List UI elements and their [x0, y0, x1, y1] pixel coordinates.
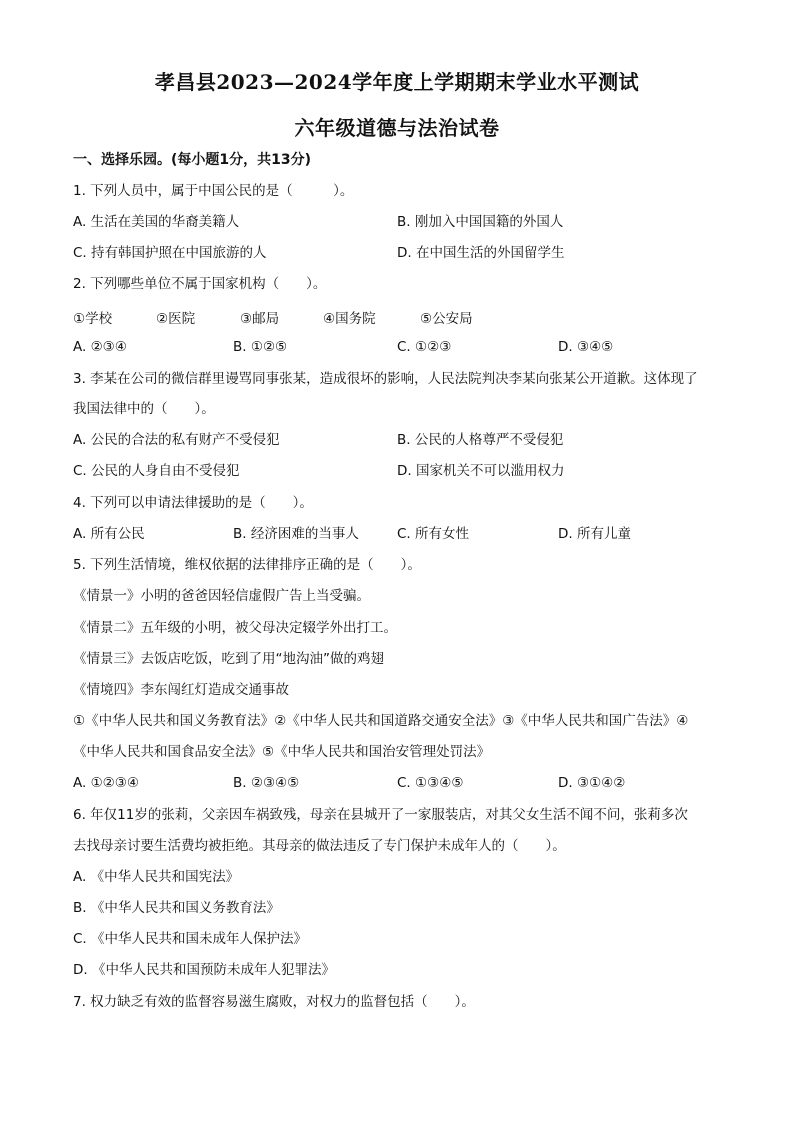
exam-title: 孝昌县2023—2024学年度上学期期末学业水平测试 [154, 70, 640, 94]
q5-option-d: D. ③①④② [558, 775, 626, 791]
q4-option-a: A. 所有公民 [73, 526, 145, 542]
q2-item: ③邮局 [240, 311, 280, 327]
q1-option-d: D. 在中国生活的外国留学生 [397, 245, 565, 261]
q5-scenario-1: 《情景一》小明的爸爸因轻信虚假广告上当受骗。 [73, 588, 370, 604]
q3-stem-line1: 3. 李某在公司的微信群里谩骂同事张某，造成很坏的影响，人民法院判决李某向张某公开道歉。这体现了 [73, 371, 698, 387]
q6-stem-line2: 去找母亲讨要生活费均被拒绝。其母亲的做法违反了专门保护未成年人的（ ）。 [73, 838, 566, 854]
q6-option-c: C. 《中华人民共和国未成年人保护法》 [73, 931, 308, 947]
q2-option-d: D. ③④⑤ [558, 339, 614, 355]
q5-laws-line1: ①《中华人民共和国义务教育法》②《中华人民共和国道路交通安全法》③《中华人民共和国广告法》④ [73, 713, 689, 729]
q5-laws-line2: 《中华人民共和国食品安全法》⑤《中华人民共和国治安管理处罚法》 [73, 744, 491, 760]
q6-option-a: A. 《中华人民共和国宪法》 [73, 869, 240, 885]
q5-option-b: B. ②③④⑤ [233, 775, 300, 791]
q1-option-b: B. 刚加入中国国籍的外国人 [397, 214, 564, 230]
q5-scenario-2: 《情景二》五年级的小明，被父母决定辍学外出打工。 [73, 620, 397, 636]
q2-item: ①学校 [73, 311, 113, 327]
q7-stem: 7. 权力缺乏有效的监督容易滋生腐败，对权力的监督包括（ ）。 [73, 994, 475, 1010]
q2-item: ②医院 [156, 311, 196, 327]
q2-item: ⑤公安局 [420, 311, 473, 327]
q2-item: ④国务院 [323, 311, 376, 327]
q1-stem: 1. 下列人员中，属于中国公民的是（ ）。 [73, 183, 354, 199]
q2-option-c: C. ①②③ [397, 339, 452, 355]
q3-stem-line2: 我国法律中的（ ）。 [73, 401, 215, 417]
q2-option-b: B. ①②⑤ [233, 339, 288, 355]
q6-option-d: D. 《中华人民共和国预防未成年人犯罪法》 [73, 962, 335, 978]
q6-option-b: B. 《中华人民共和国义务教育法》 [73, 900, 280, 916]
exam-subtitle: 六年级道德与法治试卷 [294, 116, 500, 140]
q4-option-c: C. 所有女性 [397, 526, 470, 542]
q2-option-a: A. ②③④ [73, 339, 127, 355]
q3-option-a: A. 公民的合法的私有财产不受侵犯 [73, 432, 280, 448]
q5-scenario-4: 《情境四》李东闯红灯造成交通事故 [73, 682, 289, 698]
q5-scenario-3: 《情景三》去饭店吃饭，吃到了用“地沟油”做的鸡翅 [73, 651, 384, 667]
q5-option-c: C. ①③④⑤ [397, 775, 464, 791]
q3-option-c: C. 公民的人身自由不受侵犯 [73, 463, 240, 479]
q1-option-c: C. 持有韩国护照在中国旅游的人 [73, 245, 267, 261]
q2-stem: 2. 下列哪些单位不属于国家机构（ ）。 [73, 276, 327, 292]
section-heading: 一、选择乐园。(每小题1分，共13分) [73, 152, 312, 168]
q1-option-a: A. 生活在美国的华裔美籍人 [73, 214, 240, 230]
q4-option-b: B. 经济困难的当事人 [233, 526, 359, 542]
q3-option-b: B. 公民的人格尊严不受侵犯 [397, 432, 564, 448]
q6-stem-line1: 6. 年仅11岁的张莉，父亲因车祸致残，母亲在县城开了一家服装店，对其父女生活不闻不问，张莉多次 [73, 807, 688, 823]
q5-option-a: A. ①②③④ [73, 775, 139, 791]
q4-stem: 4. 下列可以申请法律援助的是（ ）。 [73, 495, 313, 511]
q4-option-d: D. 所有儿童 [558, 526, 631, 542]
q3-option-d: D. 国家机关不可以滥用权力 [397, 463, 565, 479]
q5-stem: 5. 下列生活情境，维权依据的法律排序正确的是（ ）。 [73, 557, 421, 573]
